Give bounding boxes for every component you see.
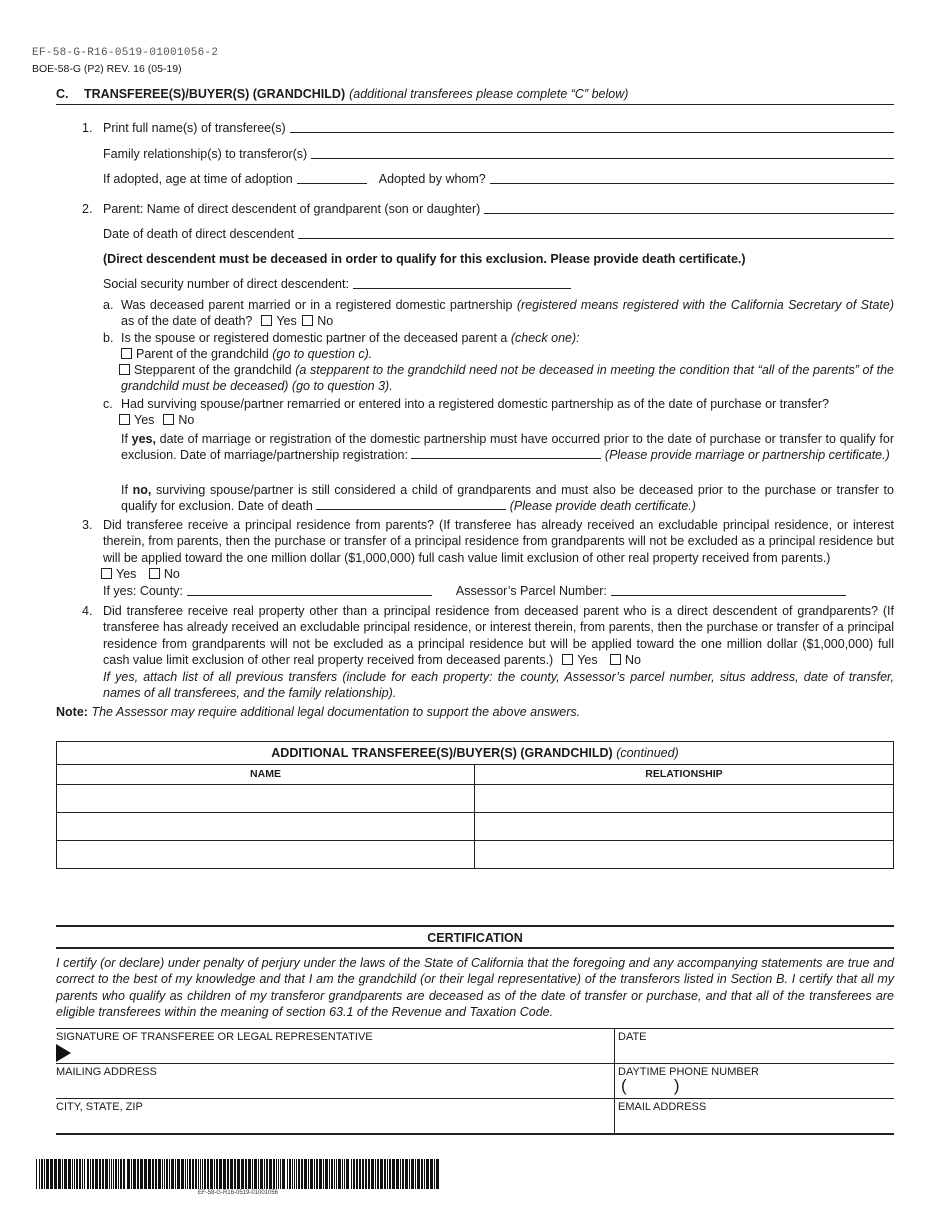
barcode-bar	[254, 1159, 257, 1189]
barcode-bar	[68, 1159, 71, 1189]
q2a-yes-checkbox[interactable]	[261, 315, 272, 326]
barcode-bar	[181, 1159, 184, 1189]
q2a-no-label: No	[317, 314, 334, 329]
barcode-bar	[424, 1159, 425, 1189]
barcode-bar	[368, 1159, 370, 1189]
barcode-bar	[282, 1159, 285, 1189]
barcode-bar	[316, 1159, 318, 1189]
form-id: EF-58-G-R16-0519-01001056-2	[32, 47, 219, 59]
q2c-yes-checkbox[interactable]	[119, 414, 130, 425]
barcode-bar	[365, 1159, 367, 1189]
barcode-bar	[377, 1159, 379, 1189]
barcode-bar	[298, 1159, 300, 1189]
certification-title: CERTIFICATION	[427, 931, 523, 945]
q3-text	[103, 517, 894, 582]
q2c-question: Had surviving spouse/partner remarried or entered into a registered domestic partnership as of the date of purchase or transfer?	[121, 397, 830, 411]
table-title-note: (continued)	[616, 745, 679, 760]
assessor-note	[56, 704, 580, 720]
barcode-bar	[380, 1159, 383, 1189]
barcode-bar	[421, 1159, 423, 1189]
apn-field[interactable]	[611, 584, 846, 596]
barcode-bar	[131, 1159, 132, 1189]
q3-county-row	[103, 583, 846, 599]
q1-relationship-label: Family relationship(s) to transferor(s)	[103, 147, 308, 161]
q3-no-label: No	[163, 566, 180, 581]
note-text: The Assessor may require additional legal documentation to support the above answers.	[91, 705, 581, 719]
name-cell[interactable]	[57, 813, 475, 841]
city-state-zip-field[interactable]	[56, 1114, 612, 1132]
q2a-yes-label: Yes	[276, 314, 297, 329]
barcode-bar	[195, 1159, 197, 1189]
q2c-yes-text: date of marriage or registration of the domestic partnership must have occurred prior to the date of purchase or transfer to qualify for exclusion. Date of marriage/partnership registration:	[121, 432, 894, 463]
transferee-names-field[interactable]	[290, 121, 894, 133]
barcode-bar	[187, 1159, 188, 1189]
q2a-note: (registered means registered with the California Secretary of State)	[516, 298, 894, 312]
barcode-bar	[264, 1159, 265, 1189]
barcode-bar	[434, 1159, 435, 1189]
barcode-bar	[329, 1159, 330, 1189]
relationship-cell[interactable]	[475, 813, 894, 841]
q4-text	[103, 603, 894, 668]
barcode-bar	[426, 1159, 429, 1189]
section-title: TRANSFEREE(S)/BUYER(S) (GRANDCHILD)	[84, 87, 346, 101]
barcode-bar	[202, 1159, 203, 1189]
table-row	[57, 813, 894, 841]
q1-names-row	[82, 120, 894, 136]
death-certificate-notice: (Direct descendent must be deceased in order to qualify for this exclusion. Please provide death certificate.)	[103, 252, 746, 266]
section-c-heading	[56, 86, 894, 102]
marriage-certificate-note: (Please provide marriage or partnership certificate.)	[604, 448, 890, 463]
adopted-age-label: If adopted, age at time of adoption	[103, 172, 293, 186]
barcode-bar	[278, 1159, 279, 1189]
barcode-bar	[304, 1159, 307, 1189]
barcode-bar	[200, 1159, 201, 1189]
q4-question: Did transferee receive real property other than a principal residence from deceased parent who is a direct descendent of grandparents? (If transferee has already received an excludable principal residence, or interest therein, from parents, then the purchase or transfer of a principal residence from grandparents will not be excluded as a principal residence but will be applied toward the one million dollar ($1,000,000) full cash value limit exclusion of other real property received from deceased parents.)	[103, 604, 894, 667]
barcode-bar	[289, 1159, 291, 1189]
section-divider	[56, 104, 894, 105]
barcode-bar	[402, 1159, 404, 1189]
barcode-bar	[46, 1159, 49, 1189]
certification-text: I certify (or declare) under penalty of perjury under the laws of the State of California that the foregoing and any accompanying statements are true and correct to the best of my knowledge and that I am the grandchild (or their legal representative) of the transferors listed in Section B. I certify that all my parents who qualify as children of my transferor grandparents are deceased as of the date of transfer or purchase, and that all of the transferees are eligible transferees within the meaning of section 63.1 of the Revenue and Taxation Code.	[56, 956, 894, 1019]
barcode-bar	[140, 1159, 143, 1189]
parent-of-grandchild-checkbox[interactable]	[121, 348, 132, 359]
barcode-bar	[384, 1159, 386, 1189]
barcode-bar	[353, 1159, 355, 1189]
barcode-bar	[164, 1159, 165, 1189]
q4-yes-label: Yes	[577, 652, 598, 667]
barcode-bar	[308, 1159, 309, 1189]
q2c-no-text: surviving spouse/partner is still considered a child of grandparents and must also be deceased prior to the purchase or transfer to qualify for exclusion. Date of death	[121, 483, 894, 514]
barcode-bar	[158, 1159, 161, 1189]
q2b-option-parent	[119, 346, 372, 362]
barcode-bar	[325, 1159, 328, 1189]
parent-option-note: (go to question c).	[272, 347, 373, 361]
barcode-bar	[234, 1159, 236, 1189]
relationship-column-header: RELATIONSHIP	[475, 765, 894, 785]
barcode-bar	[266, 1159, 268, 1189]
barcode-bar	[409, 1159, 410, 1189]
barcode-bar	[387, 1159, 388, 1189]
barcode-bar	[338, 1159, 341, 1189]
certification-title-rule	[56, 947, 894, 949]
q2b-note: (check one):	[510, 331, 580, 345]
barcode-bar	[171, 1159, 174, 1189]
barcode-bar	[148, 1159, 151, 1189]
barcode-bar	[216, 1159, 218, 1189]
q2b-text	[121, 330, 580, 346]
barcode-bar	[177, 1159, 180, 1189]
barcode-bar	[336, 1159, 337, 1189]
note-label: Note:	[56, 705, 88, 719]
q2a-question-end: as of the date of death?	[121, 314, 253, 329]
q2c-yes-paragraph	[121, 431, 894, 464]
barcode-bar	[109, 1159, 110, 1189]
barcode-bar	[79, 1159, 81, 1189]
email-label: EMAIL ADDRESS	[618, 1101, 707, 1113]
barcode-bar	[356, 1159, 358, 1189]
yes-word: yes,	[131, 432, 156, 446]
barcode-bar	[185, 1159, 186, 1189]
barcode-bar	[82, 1159, 83, 1189]
q2a-question: Was deceased parent married or in a registered domestic partnership	[121, 298, 513, 312]
parent-name-field[interactable]	[484, 202, 894, 214]
city-state-zip-label: CITY, STATE, ZIP	[56, 1101, 143, 1113]
date-of-death-field[interactable]	[298, 227, 894, 239]
q1-adoption-row	[103, 171, 894, 187]
barcode-bar	[76, 1159, 78, 1189]
barcode-bar	[276, 1159, 277, 1189]
barcode-bar	[58, 1159, 61, 1189]
stepparent-checkbox[interactable]	[119, 364, 130, 375]
barcode-bar	[169, 1159, 170, 1189]
family-relationship-field[interactable]	[311, 147, 894, 159]
mailing-address-field[interactable]	[56, 1079, 612, 1097]
barcode-bar	[189, 1159, 191, 1189]
table-row	[57, 841, 894, 869]
barcode-bar	[287, 1159, 288, 1189]
q2b-question: Is the spouse or registered domestic partner of the deceased parent a	[121, 331, 508, 345]
barcode-bar	[90, 1159, 91, 1189]
death-certificate-note: (Please provide death certificate.)	[509, 499, 696, 514]
parent-option-label: Parent of the grandchild	[136, 347, 269, 361]
adopted-by-field[interactable]	[490, 172, 894, 184]
barcode-bar	[359, 1159, 361, 1189]
name-cell[interactable]	[57, 841, 475, 869]
q3-question: Did transferee receive a principal residence from parents? (If transferee has already received an excludable principal residence, or interest therein, from parents, then the purchase or transfer of a principal residence from grandparents will not be excluded as a principal residence but will be applied toward the one million dollar ($1,000,000) full cash value limit exclusion of other real property received from parents.)	[103, 518, 894, 565]
barcode-bar	[248, 1159, 251, 1189]
barcode-bar	[207, 1159, 209, 1189]
q1-names-label: Print full name(s) of transferee(s)	[103, 121, 286, 135]
barcode-bar	[214, 1159, 215, 1189]
barcode-bar	[375, 1159, 376, 1189]
sig-grid-row2	[56, 1063, 894, 1064]
section-title-note: (additional transferees please complete “C” below)	[349, 87, 629, 101]
barcode-bar	[430, 1159, 433, 1189]
ssn-row	[103, 276, 571, 292]
barcode-bar	[166, 1159, 168, 1189]
q1-number: 1.	[82, 121, 93, 135]
barcode-bar	[269, 1159, 272, 1189]
barcode-bar	[118, 1159, 119, 1189]
barcode-bar	[260, 1159, 263, 1189]
q2-dod-row	[103, 226, 894, 242]
q2c-text	[121, 396, 894, 429]
barcode-bar	[64, 1159, 67, 1189]
q4-yes-checkbox[interactable]	[562, 654, 573, 665]
barcode-bar	[84, 1159, 85, 1189]
barcode-bar	[252, 1159, 253, 1189]
barcode-bar	[198, 1159, 199, 1189]
name-column-header: NAME	[57, 765, 475, 785]
barcode-bar	[389, 1159, 391, 1189]
additional-transferees-table	[56, 741, 894, 869]
email-field[interactable]	[618, 1114, 892, 1132]
phone-label: DAYTIME PHONE NUMBER	[618, 1066, 759, 1078]
apn-label: Assessor’s Parcel Number:	[455, 584, 607, 598]
barcode-bar	[294, 1159, 295, 1189]
barcode-bar	[210, 1159, 213, 1189]
barcode-bar	[396, 1159, 399, 1189]
barcode-bar	[41, 1159, 43, 1189]
barcode-bar	[105, 1159, 108, 1189]
q2c-yes-label: Yes	[134, 413, 155, 428]
sig-grid-bottom	[56, 1133, 894, 1135]
barcode-bar	[123, 1159, 125, 1189]
barcode-bar	[115, 1159, 117, 1189]
barcode-bar	[273, 1159, 275, 1189]
barcode-bar	[95, 1159, 98, 1189]
certification-top-rule	[56, 925, 894, 927]
barcode-bar	[54, 1159, 57, 1189]
q2c-letter: c.	[103, 397, 113, 411]
barcode-bar	[292, 1159, 293, 1189]
barcode-bar	[371, 1159, 374, 1189]
relationship-cell[interactable]	[475, 785, 894, 813]
spouse-death-date-field[interactable]	[316, 498, 506, 510]
barcode-bar	[113, 1159, 114, 1189]
q2b-option-stepparent	[121, 362, 894, 395]
signature-field[interactable]	[76, 1042, 612, 1062]
barcode-bar	[155, 1159, 157, 1189]
q2-parent-row	[82, 201, 894, 217]
barcode-bar	[344, 1159, 345, 1189]
adopted-by-label: Adopted by whom?	[378, 172, 486, 186]
if-word-no: If	[121, 483, 128, 497]
barcode-bar	[310, 1159, 313, 1189]
barcode-bar	[415, 1159, 416, 1189]
barcode-bar	[102, 1159, 104, 1189]
q2-parent-label: Parent: Name of direct descendent of grandparent (son or daughter)	[103, 202, 481, 216]
q4-attach-note	[103, 669, 894, 702]
barcode-caption: EF-58-G-R16-0519-01001056	[197, 1190, 279, 1196]
barcode-bar	[230, 1159, 233, 1189]
barcode-bar	[144, 1159, 147, 1189]
q2c-no-paragraph	[121, 482, 894, 515]
ssn-label: Social security number of direct descendent:	[103, 277, 349, 291]
barcode-bar	[237, 1159, 240, 1189]
barcode-bar	[74, 1159, 75, 1189]
name-cell[interactable]	[57, 785, 475, 813]
barcode-bar	[36, 1159, 37, 1189]
barcode-bar	[400, 1159, 401, 1189]
barcode-bar	[436, 1159, 439, 1189]
barcode-bar	[314, 1159, 315, 1189]
barcode-bar	[120, 1159, 122, 1189]
barcode-bar	[72, 1159, 73, 1189]
section-letter: C.	[56, 87, 69, 101]
no-word: no,	[132, 483, 152, 497]
stepparent-option-label: Stepparent of the grandchild	[134, 363, 292, 377]
barcode-bar	[301, 1159, 303, 1189]
table-title	[57, 742, 894, 765]
q3-no-checkbox[interactable]	[149, 568, 160, 579]
q2c-no-label: No	[178, 413, 195, 428]
barcode-bar	[241, 1159, 244, 1189]
barcode-bar	[137, 1159, 139, 1189]
q2c-no-checkbox[interactable]	[163, 414, 174, 425]
barcode-bar	[334, 1159, 335, 1189]
barcode-bar	[152, 1159, 154, 1189]
sig-grid-divider	[614, 1028, 615, 1134]
table-title-text: ADDITIONAL TRANSFEREE(S)/BUYER(S) (GRANDCHILD)	[271, 745, 613, 760]
dod-label: Date of death of direct descendent	[103, 227, 295, 241]
signature-label: SIGNATURE OF TRANSFEREE OR LEGAL REPRESENTATIVE	[56, 1031, 373, 1043]
q4-number: 4.	[82, 604, 93, 618]
stepparent-option-note: (a stepparent to the grandchild need not be deceased in meeting the condition that “all of the parents” of the grandchild must be deceased) (go to question 3).	[121, 363, 894, 394]
barcode-bar	[362, 1159, 364, 1189]
county-label: If yes: County:	[103, 584, 183, 598]
q2-number: 2.	[82, 202, 93, 216]
barcode-bar	[417, 1159, 420, 1189]
relationship-cell[interactable]	[475, 841, 894, 869]
barcode-bar	[50, 1159, 53, 1189]
q2a-letter: a.	[103, 298, 114, 312]
barcode-bar	[92, 1159, 94, 1189]
q4-no-checkbox[interactable]	[610, 654, 621, 665]
barcode-bar	[245, 1159, 247, 1189]
barcode-bar	[346, 1159, 349, 1189]
q3-yes-label: Yes	[116, 566, 137, 581]
mailing-address-label: MAILING ADDRESS	[56, 1066, 157, 1078]
marriage-date-field[interactable]	[411, 447, 601, 459]
if-word: If	[121, 432, 128, 446]
barcode-bar	[133, 1159, 136, 1189]
sig-grid-row3	[56, 1098, 894, 1099]
barcode	[36, 1159, 440, 1189]
phone-area-code-parens[interactable]: ( )	[621, 1076, 680, 1095]
barcode-bar	[319, 1159, 322, 1189]
q2a-text	[121, 297, 894, 330]
barcode-bar	[258, 1159, 259, 1189]
q4-attach-text: If yes, attach list of all previous transfers (include for each property: the county, Assessor’s parcel number, situs address, date of transfer, names of all transferees, and the family relationship).	[103, 670, 894, 701]
barcode-bar	[39, 1159, 40, 1189]
date-field[interactable]	[618, 1044, 892, 1062]
barcode-bar	[280, 1159, 281, 1189]
barcode-bar	[99, 1159, 101, 1189]
adopted-age-field[interactable]	[297, 172, 367, 184]
q2a-no-checkbox[interactable]	[302, 315, 313, 326]
barcode-bar	[296, 1159, 297, 1189]
barcode-bar	[192, 1159, 194, 1189]
barcode-bar	[351, 1159, 352, 1189]
barcode-bar	[342, 1159, 343, 1189]
barcode-bar	[62, 1159, 63, 1189]
barcode-bar	[127, 1159, 130, 1189]
barcode-bar	[44, 1159, 45, 1189]
q4-no-label: No	[625, 652, 641, 667]
q1-relationship-row	[103, 146, 894, 162]
barcode-bar	[219, 1159, 222, 1189]
q3-yes-checkbox[interactable]	[101, 568, 112, 579]
q2b-letter: b.	[103, 331, 114, 345]
barcode-bar	[87, 1159, 89, 1189]
ssn-field[interactable]	[353, 277, 571, 289]
county-field[interactable]	[187, 584, 432, 596]
date-label: DATE	[618, 1031, 647, 1043]
barcode-bar	[227, 1159, 229, 1189]
barcode-bar	[162, 1159, 163, 1189]
table-row	[57, 785, 894, 813]
sig-grid-top	[56, 1028, 894, 1029]
barcode-bar	[223, 1159, 226, 1189]
q3-number: 3.	[82, 518, 93, 532]
barcode-bar	[323, 1159, 324, 1189]
barcode-bar	[111, 1159, 112, 1189]
barcode-bar	[331, 1159, 333, 1189]
barcode-bar	[405, 1159, 408, 1189]
barcode-bar	[411, 1159, 414, 1189]
signature-arrow-icon	[56, 1044, 71, 1062]
barcode-bar	[392, 1159, 395, 1189]
barcode-bar	[175, 1159, 176, 1189]
barcode-bar	[204, 1159, 206, 1189]
form-revision: BOE-58-G (P2) REV. 16 (05-19)	[32, 63, 182, 75]
